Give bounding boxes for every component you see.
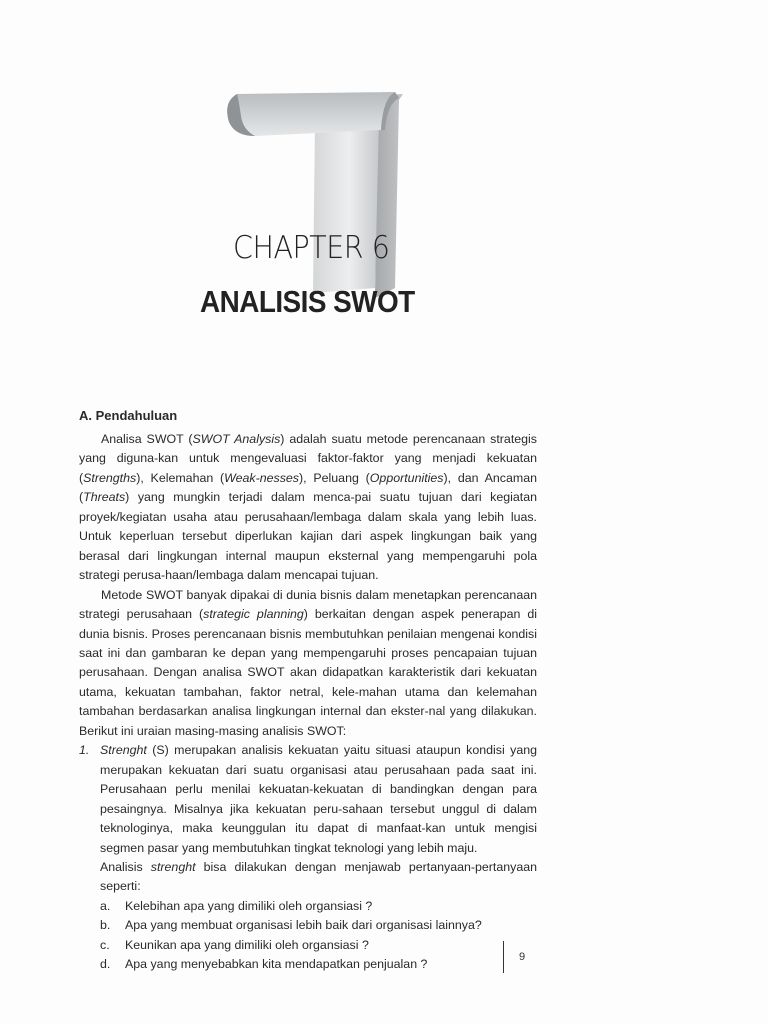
page-number: 9 [519, 951, 526, 963]
list-item: d. Apa yang menyebabkan kita mendapatkan penjualan ? [100, 957, 428, 972]
section-heading: A. Pendahuluan [79, 408, 178, 423]
chapter-title: ANALISIS SWOT [200, 284, 415, 319]
page-number-divider [503, 941, 504, 973]
list-number: 1. [79, 743, 90, 758]
strength-description: Strenght (S) merupakan analisis kekuatan yaitu situasi ataupun kondisi yang merupakan kekuatan dari suatu organisasi atau perusahaan pada saat ini. Perusahaan perlu menilai kekuatan-kekuatan di bandingkan dengan para pesaingnya. Misalnya jika kekuatan peru-sahaan tersebut unggul di dalam teknologinya, maka keunggulan itu dapat di manfaat-kan untuk mengisi segmen pasar yang membutuhkan tingkat teknologi yang lebih maju. [100, 743, 537, 855]
list-item: a. Kelebihan apa yang dimiliki oleh organsiasi ? [100, 898, 373, 913]
list-item: b. Apa yang membuat organisasi lebih baik dari organisasi lainnya? [100, 918, 482, 933]
paragraph-intro: Analisa SWOT (SWOT Analysis) adalah suatu metode perencanaan strategis yang diguna-kan untuk mengevaluasi faktor-faktor yang menjadi kekuatan (Strengths), Kelemahan (Weak-nesses), Peluang (Opportunities), dan Ancaman (Threats) yang mungkin terjadi dalam menca-pai suatu tujuan dari kegiatan proyek/kegiatan usaha atau perusahaan/lembaga dalam skala yang lebih luas. Untuk keperluan tersebut diperlukan kajian dari aspek lingkungan baik yang berasal dari lingkungan internal maupun eksternal yang mempengaruhi pola strategi perusa-haan/lembaga dalam mencapai tujuan. [79, 432, 538, 583]
question-list [100, 897, 537, 975]
chapter-label: CHAPTER 6 [233, 230, 390, 266]
list-item-strength [79, 741, 537, 974]
list-item: c. Keunikan apa yang dimiliki oleh organsiasi ? [100, 937, 369, 952]
paragraph-method: Metode SWOT banyak dipakai di dunia bisnis dalam menetapkan perencanaan strategi perusahaan (strategic planning) berkaitan dengan aspek penerapan di dunia bisnis. Proses perencanaan bisnis membutuhkan penilaian mengenai kondisi saat ini dan gambaran ke depan yang mempengaruhi proses pencapaian tujuan perusahaan. Dengan analisa SWOT akan didapatkan karakteristik dari kekuatan utama, kekuatan tambahan, faktor netral, kele-mahan utama dan kelemahan tambahan berdasarkan analisa lingkungan internal dan ekster-nal yang dilakukan. Berikut ini uraian masing-masing analisis SWOT: [79, 587, 537, 738]
chapter-decoration-graphic [215, 88, 410, 298]
strength-question-intro: Analisis strenght bisa dilakukan dengan menjawab pertanyaan-pertanyaan seperti: [100, 859, 538, 894]
body-content [79, 406, 537, 975]
